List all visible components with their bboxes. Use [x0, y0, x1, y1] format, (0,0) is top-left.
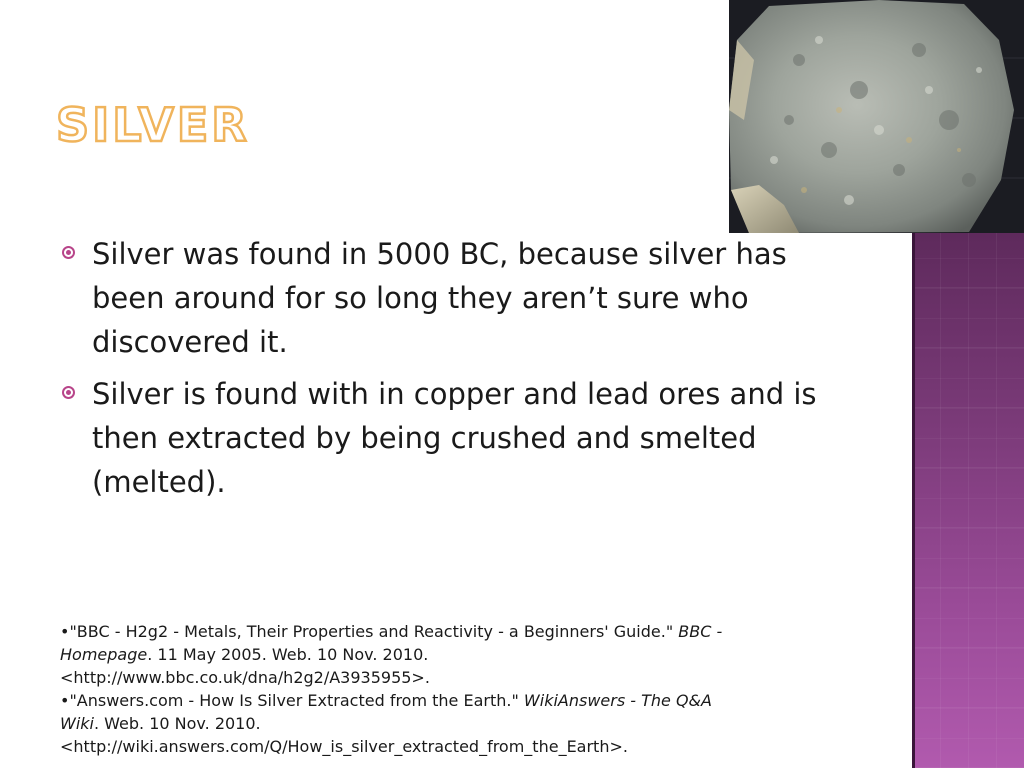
rock-photo-graphic: [729, 0, 1024, 233]
reference-url: <http://www.bbc.co.uk/dna/h2g2/A3935955>.: [60, 668, 430, 687]
reference-text: •"BBC - H2g2 - Metals, Their Properties and Reactivity - a Beginners' Guide.": [60, 622, 679, 641]
bullet-text: Silver is found with in copper and lead ores and is then extracted by being crushed and smelted (melted).: [92, 377, 817, 499]
reference-line: [60, 689, 860, 712]
reference-source: WikiAnswers - The Q&A: [523, 691, 712, 710]
reference-line: [60, 620, 860, 643]
reference-text: •"Answers.com - How Is Silver Extracted from the Earth.": [60, 691, 524, 710]
reference-source: Homepage: [60, 645, 148, 664]
target-bullet-icon: [62, 246, 75, 259]
reference-source: BBC -: [678, 622, 723, 641]
reference-line: [60, 643, 860, 666]
references: [60, 620, 860, 758]
decorative-side-bar: [912, 233, 1024, 768]
bullet-item: [60, 372, 850, 504]
target-bullet-icon: [62, 386, 75, 399]
reference-text: . 11 May 2005. Web. 10 Nov. 2010.: [147, 645, 429, 664]
reference-text: . Web. 10 Nov. 2010.: [93, 714, 261, 733]
bullet-text: Silver was found in 5000 BC, because silver has been around for so long they aren’t sure who discovered it.: [92, 237, 787, 359]
reference-source: Wiki: [60, 714, 94, 733]
bullet-list: [60, 232, 850, 512]
bullet-item: [60, 232, 850, 364]
reference-url: <http://wiki.answers.com/Q/How_is_silver_extracted_from_the_Earth>.: [60, 737, 628, 756]
silver-ore-rock-image: [729, 0, 1024, 233]
reference-line: [60, 712, 860, 735]
slide-title: SILVER: [56, 98, 250, 152]
